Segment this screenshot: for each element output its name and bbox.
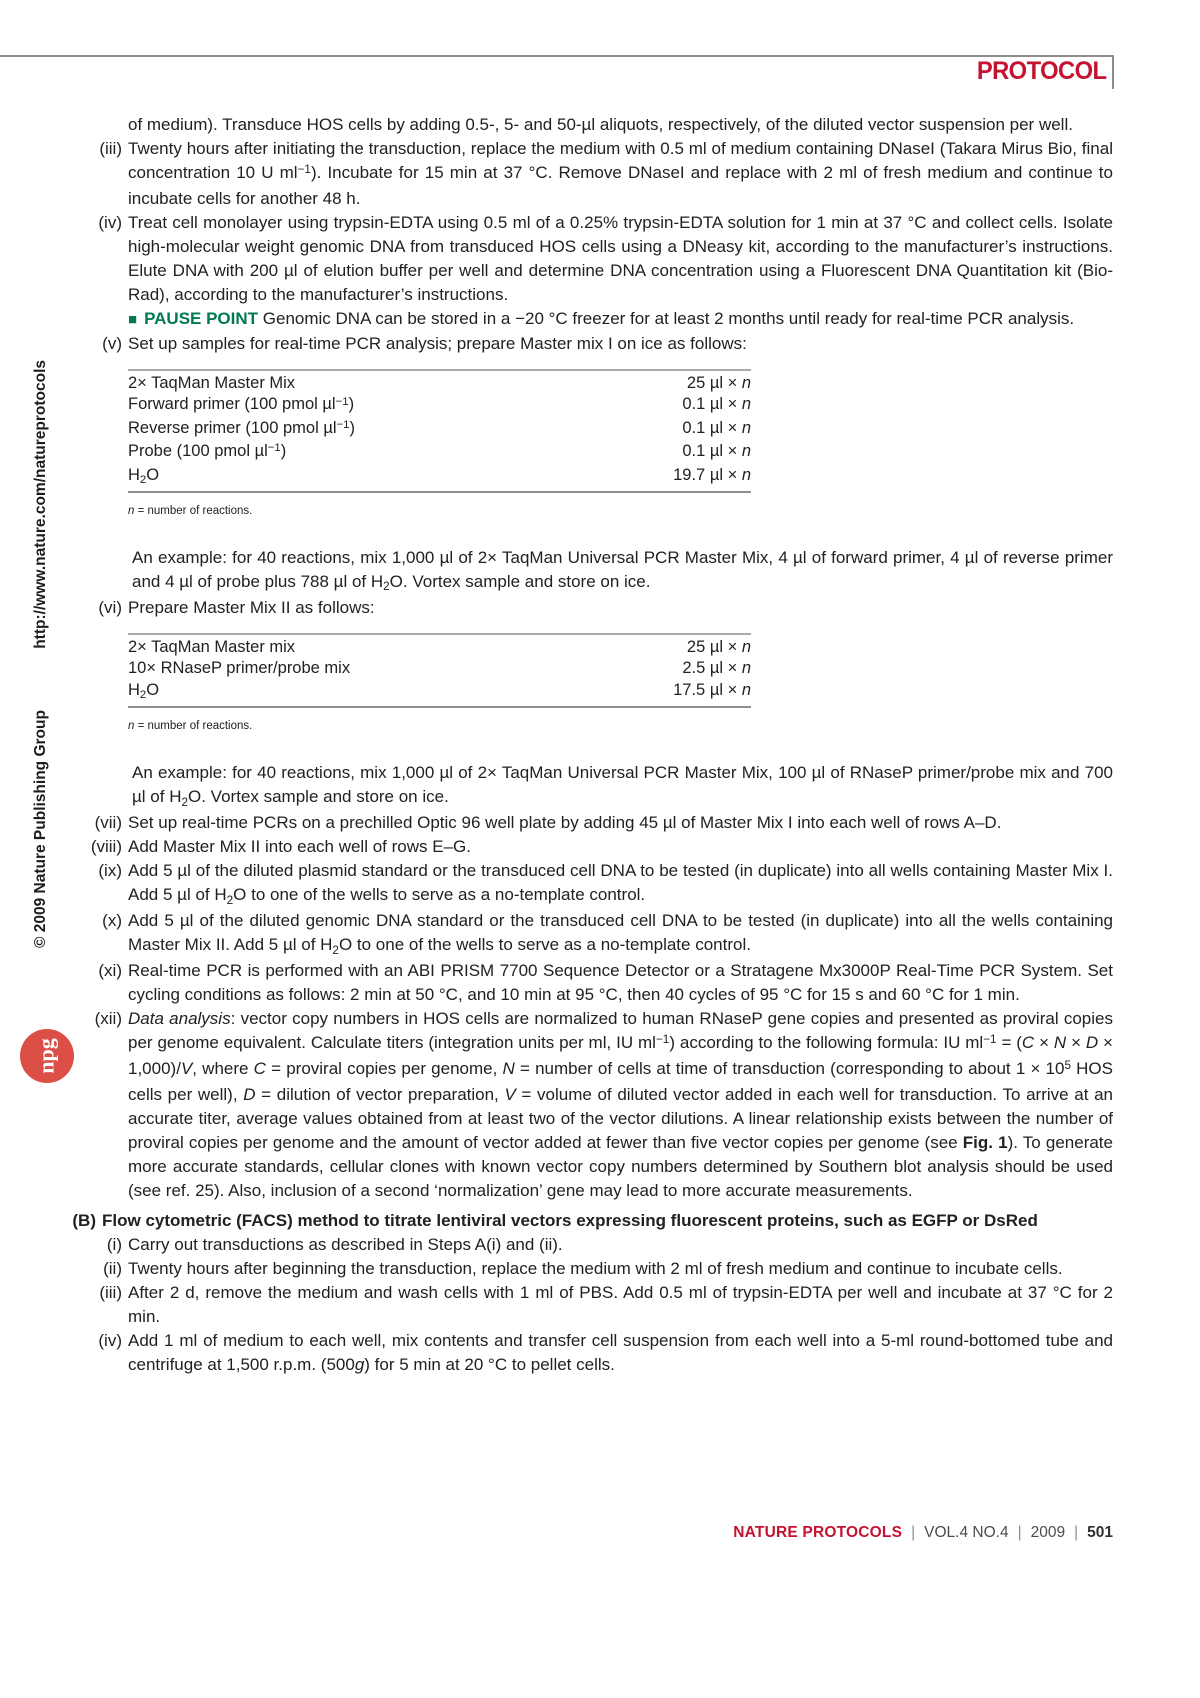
- protocol-label: PROTOCOL: [976, 57, 1106, 85]
- step-text: Add Master Mix II into each well of rows E–G.: [128, 837, 471, 857]
- step-label: (x): [102, 911, 122, 931]
- step-text: of medium). Transduce HOS cells by adding 0.5-, 5- and 50-µl aliquots, respectively, of the diluted vector suspension per well.: [128, 115, 1073, 134]
- step-label: (xi): [98, 961, 122, 981]
- table-row: [128, 418, 751, 441]
- example-note-2: An example: for 40 reactions, mix 1,000 µl of 2× TaqMan Universal PCR Master Mix, 100 µl of RNaseP primer/probe mix and 700 µl of H2O. Vortex sample and store on ice.: [132, 763, 1113, 809]
- section-title: Flow cytometric (FACS) method to titrate lentiviral vectors expressing fluorescent proteins, such as EGFP or DsRed: [102, 1211, 1038, 1231]
- step-label: (ii): [103, 1259, 122, 1279]
- protocol-body: [0, 113, 1113, 1377]
- step-text: Add 5 µl of the diluted genomic DNA standard or the transduced cell DNA to be tested (in duplicate) into all the wells containing Master Mix II. Add 5 µl of H2O to one of the wells to serve as a no-template control.: [128, 911, 1113, 957]
- pause-point-note: [0, 307, 1113, 332]
- step-text: Real-time PCR is performed with an ABI PRISM 7700 Sequence Detector or a Stratagene Mx3000P Real-Time PCR System. Set cycling conditions as follows: 2 min at 50 °C, and 10 min at 95 °C, then 40 cycles of 95 °C for 15 s and 60 °C for 1 min.: [128, 961, 1113, 1005]
- step-label: (ix): [98, 861, 122, 881]
- row-component: Reverse primer (100 pmol µl$^{-1}$): [128, 418, 355, 437]
- page-number: 501: [1087, 1524, 1113, 1541]
- step-a-x: [0, 909, 1113, 959]
- step-label: (v): [102, 334, 122, 353]
- step-text: Set up real-time PCRs on a prechilled Optic 96 well plate by adding 45 µl of Master Mix I into each well of rows A–D.: [128, 813, 1002, 833]
- header-rule-vertical: [1112, 55, 1114, 89]
- step-text: Add 1 ml of medium to each well, mix contents and transfer cell suspension from each well into a 5-ml round-bottomed tube and centrifuge at 1,500 r.p.m. (500g) for 5 min at 20 °C to pellet cells.: [128, 1331, 1113, 1375]
- npg-logo-text: npg: [33, 1038, 59, 1074]
- step-text: Twenty hours after beginning the transduction, replace the medium with 2 ml of fresh medium and continue to incubate cells.: [128, 1259, 1063, 1279]
- step-label: (xii): [94, 1009, 122, 1029]
- step-label: (iii): [99, 1283, 122, 1303]
- table-2-footnote: n = number of reactions.: [128, 720, 253, 733]
- step-label: (iii): [99, 139, 122, 158]
- step-a-viii: [0, 835, 1113, 859]
- footer-separator: |: [1017, 1524, 1022, 1541]
- step-b-i: [0, 1233, 1113, 1257]
- row-component: Probe (100 pmol µl$^{-1}$): [128, 442, 287, 461]
- step-a-iv: [0, 211, 1113, 307]
- section-label: (B): [72, 1211, 96, 1231]
- step-label: (i): [106, 1235, 122, 1255]
- row-component: Forward primer (100 pmol µl$^{-1}$): [128, 395, 355, 414]
- step-a-ix: [0, 859, 1113, 909]
- step-a-xi: [0, 959, 1113, 1007]
- row-amount: 0.1 µl × n: [682, 418, 751, 437]
- sidebar-url: http://www.nature.com/natureprotocols: [32, 360, 49, 649]
- table-row: [128, 637, 751, 658]
- row-component: H2O: [128, 680, 160, 702]
- step-text: Prepare Master Mix II as follows:: [128, 598, 375, 618]
- step-a-v: [0, 332, 1113, 356]
- header-rule: [0, 55, 1114, 57]
- table-row: [128, 680, 751, 703]
- section-b-heading: [0, 1209, 1113, 1233]
- step-text: Data analysis: vector copy numbers in HOS cells are normalized to human RNaseP gene copies and presented as proviral copies per genome equivalent. Calculate titers (integration units per ml, IU $ml^{-1}$) according to the following formula: IU $ml^{-1} = (C \times N \times D \times 1,000)/V$, where C = proviral copies per genome, N = number of cells at time of transduction (corresponding to about $1 \times 10^5$ HOS cells per well), D = dilution of vector preparation, V = volume of diluted vector added in each well for transduction. To arrive at an accurate titer, average values obtained from at least two of the vector dilutions. A linear relationship exists between the number of proviral copies per genome and the amount of vector added at fewer than five vector copies per genome (see Fig. 1). To generate more accurate standards, cellular clones with known vector copy numbers determined by Southern blot analysis should be used (see ref. 25). Also, inclusion of a second ‘normalization’ gene may lead to more accurate measurements.: [128, 1009, 1113, 1201]
- table-row: [128, 373, 751, 394]
- example-note-1: An example: for 40 reactions, mix 1,000 µl of 2× TaqMan Universal PCR Master Mix, 4 µl of forward primer, 4 µl of reverse primer and 4 µl of probe plus 788 µl of H2O. Vortex sample and store on ice.: [132, 548, 1113, 594]
- step-label: (vi): [98, 598, 122, 618]
- row-component: 2× TaqMan Master Mix: [128, 374, 296, 392]
- step-text: Twenty hours after initiating the transduction, replace the medium with 0.5 ml of medium containing DNaseI (Takara Mirus Bio, final concentration 10 U $ml^{-1}$). Incubate for 15 min at 37 °C. Remove DNaseI and replace with 2 ml of fresh medium and continue to incubate cells for another 48 h.: [128, 139, 1113, 208]
- footer-separator: |: [1074, 1524, 1079, 1541]
- step-label: (iv): [98, 213, 122, 232]
- step-text: Add 5 µl of the diluted plasmid standard or the transduced cell DNA to be tested (in duplicate) into all wells containing Master Mix I. Add 5 µl of H2O to one of the wells to serve as a no-template control.: [128, 861, 1113, 907]
- footer-separator: |: [911, 1524, 916, 1541]
- step-a-vii: [0, 811, 1113, 835]
- row-amount: 0.1 µl × n: [682, 442, 751, 461]
- table-1-footnote: n = number of reactions.: [128, 505, 253, 518]
- table-row: [128, 394, 751, 417]
- row-component: 2× TaqMan Master mix: [128, 638, 296, 657]
- step-label: (viii): [90, 837, 122, 857]
- row-component: 10× RNaseP primer/probe mix: [128, 659, 351, 678]
- page-footer: [733, 1524, 1113, 1542]
- step-b-iii: [0, 1281, 1113, 1329]
- master-mix-2-table: [128, 633, 751, 708]
- step-label: (iv): [98, 1331, 122, 1351]
- step-a-vi: [0, 596, 1113, 620]
- row-amount: 25 µl × n: [686, 638, 751, 657]
- journal-name: NATURE PROTOCOLS: [733, 1524, 903, 1541]
- row-component: H2O: [128, 465, 160, 486]
- row-amount: 0.1 µl × n: [682, 395, 751, 414]
- year: 2009: [1030, 1524, 1066, 1541]
- pause-point-text: PAUSE POINT Genomic DNA can be stored in a −20 °C freezer for at least 2 months until ready for real-time PCR analysis.: [144, 309, 1075, 328]
- step-b-iv: [0, 1329, 1113, 1377]
- row-amount: 17.5 µl × n: [673, 680, 751, 699]
- step-text: Set up samples for real-time PCR analysis; prepare Master mix I on ice as follows:: [128, 334, 747, 353]
- step-label: (vii): [94, 813, 122, 833]
- table-row: [128, 658, 751, 679]
- pause-point-icon: ■: [128, 311, 138, 328]
- step-b-ii: [0, 1257, 1113, 1281]
- row-amount: 25 µl × n: [686, 374, 751, 392]
- step-a-ii-continued: [0, 113, 1113, 137]
- master-mix-1-table: [128, 369, 751, 493]
- table-row: [128, 441, 751, 464]
- step-a-xii: [0, 1007, 1113, 1203]
- volume-info: VOL.4 NO.4: [924, 1524, 1009, 1541]
- step-text: Treat cell monolayer using trypsin-EDTA using 0.5 ml of a 0.25% trypsin-EDTA solution for 1 min at 37 °C and collect cells. Isolate high-molecular weight genomic DNA from transduced HOS cells using a DNeasy kit, according to the manufacturer’s instructions. Elute DNA with 200 µl of elution buffer per well and determine DNA concentration using a Fluorescent DNA Quantitation kit (Bio-Rad), according to the manufacturer’s instructions.: [128, 213, 1113, 304]
- step-text: Carry out transductions as described in Steps A(i) and (ii).: [128, 1235, 563, 1255]
- step-text: After 2 d, remove the medium and wash cells with 1 ml of PBS. Add 0.5 ml of trypsin-EDTA per well and incubate at 37 °C for 2 min.: [128, 1283, 1113, 1327]
- row-amount: 19.7 µl × n: [673, 465, 751, 484]
- table-row: [128, 465, 751, 488]
- row-amount: 2.5 µl × n: [682, 659, 751, 678]
- step-a-iii: [0, 137, 1113, 211]
- sidebar-copyright: © 2009 Nature Publishing Group: [32, 710, 49, 948]
